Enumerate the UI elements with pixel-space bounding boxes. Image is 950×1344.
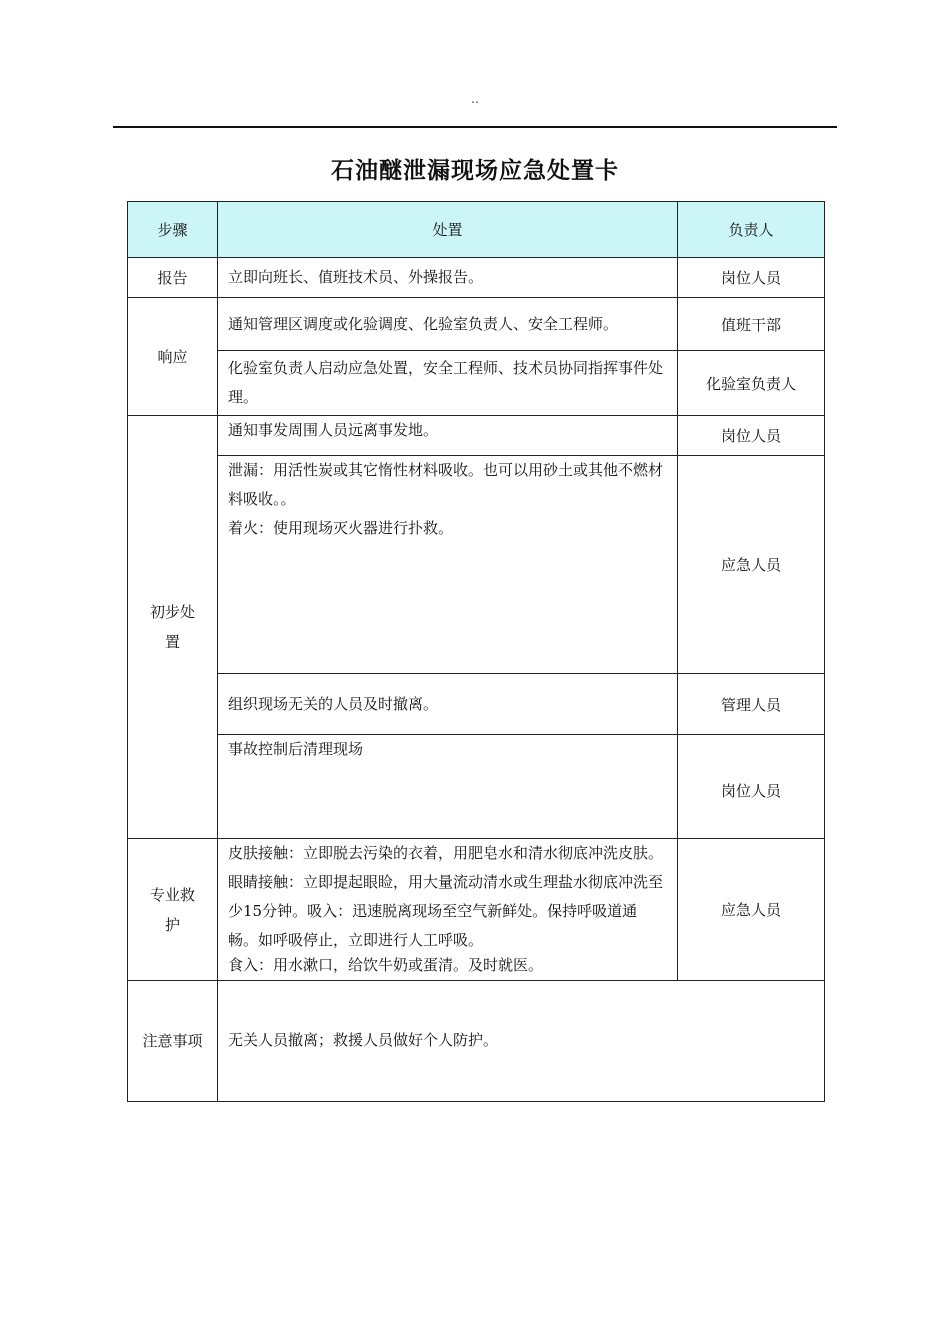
action-cell (218, 456, 678, 674)
header-rule (113, 126, 837, 128)
action-cell: 组织现场无关的人员及时撤离。 (218, 674, 678, 735)
column-header-action: 处置 (218, 202, 678, 258)
responsible-cell: 值班干部 (678, 298, 825, 351)
action-cell: 立即向班长、值班技术员、外操报告。 (218, 258, 678, 298)
table-row (128, 735, 825, 839)
responsible-cell: 岗位人员 (678, 258, 825, 298)
responsible-cell: 管理人员 (678, 674, 825, 735)
responsible-cell: 岗位人员 (678, 416, 825, 456)
responsible-cell: 应急人员 (678, 456, 825, 674)
table-row (128, 298, 825, 351)
column-header-step: 步骤 (128, 202, 218, 258)
table-row (128, 456, 825, 674)
table-row (128, 981, 825, 1102)
action-line: 食入：用水漱口，给饮牛奶或蛋清。及时就医。 (228, 956, 544, 974)
table-row (128, 839, 825, 981)
action-cell: 无关人员撤离；救援人员做好个人防护。 (218, 981, 825, 1102)
table-header-row (128, 202, 825, 258)
action-line: 皮肤接触：立即脱去污染的衣着，用肥皂水和清水彻底冲洗皮肤。眼睛接触：立即提起眼睑，用大量流动清水或生理盐水彻底冲洗至少15分钟。吸入：迅速脱离现场至空气新鲜处。保持呼吸道通畅。如呼吸停止，立即进行人工呼吸。 (228, 844, 664, 949)
action-line: 泄漏：用活性炭或其它惰性材料吸收。也可以用砂土或其他不燃材料吸收。。 (228, 461, 664, 508)
action-line: 着火：使用现场灭火器进行扑救。 (228, 519, 454, 537)
action-cell: 通知事发周围人员远离事发地。 (218, 416, 678, 456)
responsible-cell: 化验室负责人 (678, 351, 825, 416)
table-row (128, 351, 825, 416)
action-cell: 事故控制后清理现场 (218, 735, 678, 839)
table-row (128, 416, 825, 456)
step-cell: 响应 (128, 298, 218, 416)
table-row (128, 258, 825, 298)
emergency-card-table (127, 201, 825, 1102)
step-cell: 报告 (128, 258, 218, 298)
page-title: 石油醚泄漏现场应急处置卡 (331, 157, 619, 184)
action-cell (218, 839, 678, 981)
step-cell: 专业救护 (128, 839, 218, 981)
header-mark: .. (471, 92, 479, 106)
action-cell: 化验室负责人启动应急处置，安全工程师、技术员协同指挥事件处理。 (218, 351, 678, 416)
action-cell: 通知管理区调度或化验调度、化验室负责人、安全工程师。 (218, 298, 678, 351)
table-row (128, 674, 825, 735)
column-header-responsible: 负责人 (678, 202, 825, 258)
responsible-cell: 岗位人员 (678, 735, 825, 839)
step-cell: 初步处置 (128, 416, 218, 839)
step-cell: 注意事项 (128, 981, 218, 1102)
responsible-cell: 应急人员 (678, 839, 825, 981)
